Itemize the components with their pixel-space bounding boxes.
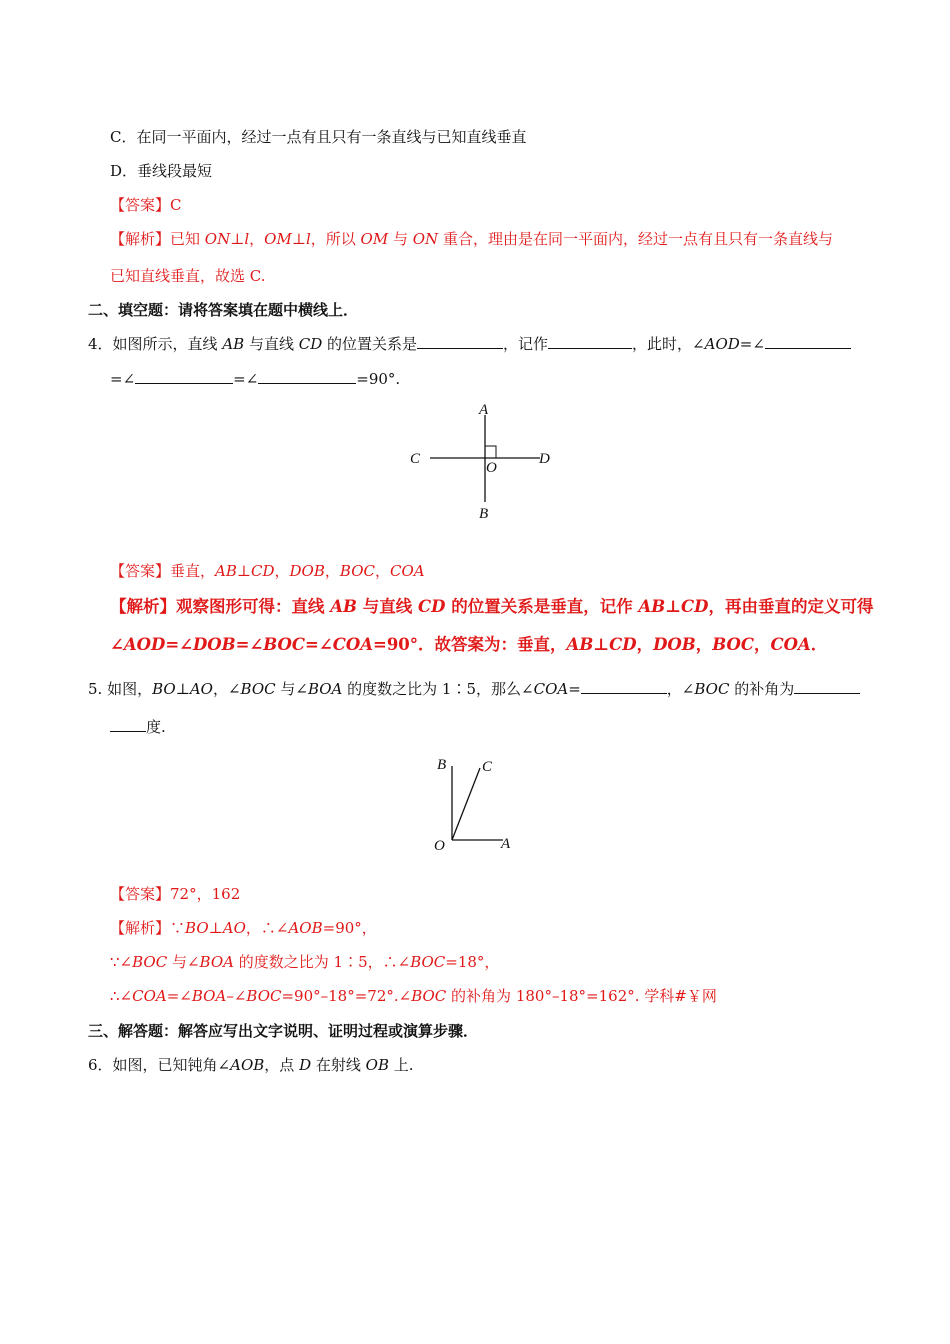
answer-tag: 【答案】 [110, 885, 171, 903]
math-variable: BOA [191, 987, 227, 1005]
answer-blank [548, 334, 632, 349]
math-variable: BOA [199, 953, 234, 971]
text-segment: ， [374, 562, 390, 580]
math-variable: BOC [410, 953, 446, 971]
text-segment: 与∠ [275, 680, 308, 698]
analysis-text-2 [110, 953, 499, 971]
text-segment: ， [274, 562, 290, 580]
answer-blank [258, 369, 356, 384]
q4-stem [88, 335, 851, 353]
answer-blank [581, 679, 667, 694]
q5-analysis-line-2 [110, 952, 499, 972]
text-segment: 的位置关系是垂直，记作 [445, 597, 639, 616]
math-variable: DOB [192, 635, 236, 654]
math-variable: BOC [132, 953, 168, 971]
analysis-text [170, 919, 377, 937]
math-variable: AOD [123, 635, 166, 654]
text-segment: =∠ [166, 987, 192, 1005]
math-variable: AOB [288, 919, 323, 937]
text-segment: =18°， [445, 953, 500, 971]
text-segment: =∠ [305, 635, 333, 654]
math-variable: BO [152, 680, 176, 698]
text-segment: ，再由垂直的定义可得 [708, 597, 874, 616]
label-o: O [486, 460, 497, 476]
q6-stem [88, 1055, 414, 1075]
option-d: D．垂线段最短 [110, 162, 213, 180]
math-variable: ON [204, 230, 231, 248]
math-variable: l [305, 230, 311, 248]
q5-stem-continued [110, 718, 166, 736]
text-segment: 的度数之比为 1∶5，∴∠ [233, 953, 411, 971]
text-segment: =90°. [356, 370, 401, 388]
q3-answer [110, 195, 182, 215]
q5-answer [110, 884, 240, 904]
math-variable: CD [418, 597, 446, 616]
text-segment: =∠ [233, 370, 259, 388]
text-segment: =∠ [235, 635, 264, 654]
text-segment: 与 [388, 230, 413, 248]
answer-value [170, 562, 425, 580]
text-segment: 4．如图所示，直线 [88, 335, 223, 353]
analysis-tag: 【解析】 [110, 919, 171, 937]
text-segment: ⊥ [208, 919, 223, 937]
q4-analysis-line-1 [110, 597, 874, 617]
math-variable: AOD [704, 335, 740, 353]
text-segment: ∵∠ [110, 953, 133, 971]
label-b: B [479, 506, 489, 522]
text-segment: =∠ [739, 335, 765, 353]
text-segment: 的位置关系是 [322, 335, 418, 353]
text-segment: 的补角为 [729, 680, 795, 698]
text-segment: 垂直， [170, 562, 216, 580]
text-segment: ，∠ [212, 680, 241, 698]
text-segment: 观察图形可得：直线 [176, 597, 331, 616]
text-segment: 上. [388, 1056, 414, 1074]
label-o: O [434, 838, 445, 854]
text-segment: 与直线 [357, 597, 418, 616]
math-variable: BOC [263, 635, 306, 654]
text-segment: =90°．故答案为：垂直， [373, 635, 567, 654]
q4-analysis-line-2 [110, 635, 827, 655]
math-variable: OM [360, 230, 389, 248]
label-c: C [410, 451, 421, 467]
answer-blank [794, 679, 860, 694]
q5-analysis-line-3 [110, 986, 717, 1006]
text-segment: ，点 [264, 1056, 300, 1074]
text-segment: ⊥ [291, 230, 306, 248]
math-variable: l [244, 230, 250, 248]
text-segment: ⊥ [593, 635, 610, 654]
analysis-tag: 【解析】 [110, 230, 171, 248]
math-variable: ON [412, 230, 439, 248]
math-variable: OM [264, 230, 292, 248]
label-d: D [539, 451, 550, 467]
math-variable: D [299, 1056, 312, 1074]
text-segment: ∴∠ [110, 987, 133, 1005]
q6-text [88, 1056, 414, 1074]
math-variable: BOC [240, 680, 276, 698]
text-segment: ⊥ [236, 562, 251, 580]
q4-stem-continued [110, 370, 400, 388]
text-segment: ，记作 [503, 335, 549, 353]
answer-value: 72°，162 [170, 885, 241, 903]
analysis-text-3 [110, 987, 717, 1005]
math-variable: BOC [411, 987, 447, 1005]
math-variable: AO [222, 919, 246, 937]
math-variable: COA [332, 635, 373, 654]
math-variable: BOC [694, 680, 730, 698]
text-segment: =90°–18°=72°.∠ [281, 987, 412, 1005]
math-variable: AB [222, 335, 245, 353]
math-variable: OB [365, 1056, 389, 1074]
text-segment: ，∴∠ [245, 919, 289, 937]
math-variable: BOC [712, 635, 754, 654]
answer-blank [417, 334, 503, 349]
math-variable: AB [330, 597, 357, 616]
math-variable: AB [215, 562, 237, 580]
text-segment: ∠ [110, 635, 124, 654]
text-segment: ⊥ [665, 597, 682, 616]
section-2-heading: 二、填空题：请将答案填在题中横线上． [88, 301, 359, 319]
ray-oc [452, 768, 480, 840]
q5-stem-line-1 [88, 679, 860, 699]
math-variable: AO [189, 680, 213, 698]
math-variable: CD [251, 562, 275, 580]
text-segment: 的度数之比为 1∶5，那么∠ [342, 680, 534, 698]
math-variable: COA [770, 635, 811, 654]
label-b: B [437, 757, 447, 773]
q5-stem [88, 680, 860, 698]
text-segment: ∵ [170, 919, 186, 937]
option-c: C．在同一平面内，经过一点有且只有一条直线与已知直线垂直 [110, 128, 527, 146]
text-segment: ， [695, 635, 713, 654]
text-segment: 6．如图，已知钝角∠ [88, 1056, 231, 1074]
text-segment: 重合，理由是在同一平面内，经过一点有且只有一条直线与 [438, 230, 833, 248]
q3-analysis-line-2: 已知直线垂直，故选 C. [110, 267, 266, 285]
answer-tag: 【答案】 [110, 196, 171, 214]
text-segment: –∠ [226, 987, 247, 1005]
text-segment: 与直线 [244, 335, 299, 353]
text-segment: ， [754, 635, 771, 654]
q4-stem-line-2 [110, 369, 400, 389]
math-variable: BOA [307, 680, 343, 698]
label-a: A [479, 402, 489, 418]
text-segment: =∠ [110, 370, 136, 388]
text-segment: ，所以 [310, 230, 361, 248]
q5-analysis-line-1 [110, 918, 377, 938]
text-segment: 的补角为 180°–18°=162°. 学科#￥网 [446, 987, 717, 1005]
text-segment: ， [324, 562, 340, 580]
analysis-tag: 【解析】 [110, 597, 176, 616]
math-variable: COA [132, 987, 167, 1005]
analysis-text-continued [110, 635, 827, 654]
right-angle-mark [485, 446, 496, 458]
answer-value: C [170, 196, 182, 214]
text-segment: = [568, 680, 581, 698]
q4-stem-line-1 [88, 334, 851, 354]
analysis-text [170, 230, 833, 248]
label-a: A [501, 836, 511, 852]
text-segment: ． [810, 635, 828, 654]
text-segment: ⊥ [230, 230, 245, 248]
text-segment: ， [249, 230, 265, 248]
math-variable: BOC [339, 562, 375, 580]
text-segment: ， [636, 635, 654, 654]
math-variable: BO [185, 919, 209, 937]
text-segment: 已知 [170, 230, 205, 248]
text-segment: ⊥ [175, 680, 190, 698]
math-variable: CD [298, 335, 323, 353]
label-c: C [482, 759, 493, 775]
q5-figure [425, 750, 525, 860]
text-segment: 度. [146, 718, 166, 736]
math-variable: DOB [653, 635, 696, 654]
text-segment: 在射线 [311, 1056, 366, 1074]
answer-blank [765, 334, 851, 349]
text-segment: ，此时，∠ [632, 335, 705, 353]
section-3-heading: 三、解答题：解答应写出文字说明、证明过程或演算步骤． [88, 1022, 479, 1040]
answer-blank [110, 717, 146, 732]
q3-analysis-line-1 [110, 229, 833, 249]
math-variable: COA [533, 680, 569, 698]
analysis-text [176, 597, 874, 616]
math-variable: DOB [289, 562, 325, 580]
math-variable: AB [638, 597, 666, 616]
q4-figure [400, 397, 570, 527]
text-segment: 与∠ [167, 953, 200, 971]
text-segment: =∠ [165, 635, 193, 654]
answer-blank [135, 369, 233, 384]
answer-tag: 【答案】 [110, 562, 171, 580]
math-variable: BOC [246, 987, 282, 1005]
q4-answer [110, 561, 425, 581]
q5-stem-line-2 [110, 717, 166, 737]
text-segment: =90°， [322, 919, 377, 937]
math-variable: AOB [230, 1056, 265, 1074]
math-variable: CD [609, 635, 637, 654]
math-variable: AB [566, 635, 594, 654]
text-segment: ，∠ [666, 680, 695, 698]
math-variable: CD [681, 597, 709, 616]
text-segment: 5. 如图， [88, 680, 153, 698]
math-variable: COA [390, 562, 425, 580]
